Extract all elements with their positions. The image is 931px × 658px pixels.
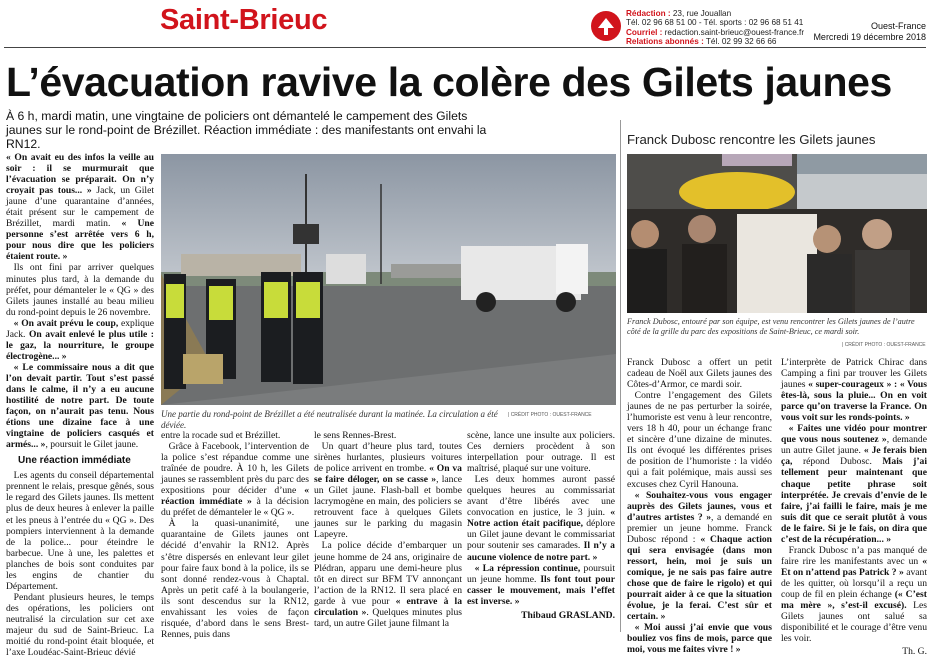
redaction-label: Rédaction : — [626, 9, 671, 18]
phones: Tél. 02 96 68 51 00 - Tél. sports : 02 96 68 51 41 — [626, 18, 804, 28]
quote: Il n’y a aucune violence de notre part. » — [467, 540, 615, 563]
text: , poursuit le Gilet jaune. — [45, 439, 139, 451]
text: , demande un autre Gilet jaune. — [781, 434, 927, 457]
article-column-2 — [161, 430, 309, 640]
paragraph: le sens Rennes-Brest. — [314, 430, 397, 441]
text: déplore un Gilet jaune devant le commissariat pour soutenir ses camarades. — [467, 518, 615, 552]
quote: « Je ferais bien ça, — [781, 445, 927, 468]
quote: « Chaque action qui sera envisagée (dans mon ressort, hein, moi je suis un comique, je ne sais pas faire autre chose que de faire le rigolo) et qui pourrait aider à ce que la situation évolue, je la ferai. C’est sûr et certain. » — [627, 533, 772, 623]
quote: Ils font tout pour casser le mouvement, mais l’effet est inverse. » — [467, 573, 615, 607]
text: Ils ont fini par arriver quelques minutes plus tard, à la demande du préfet, pour démanteler le « QG » des Gilets jaunes installé au beau milieu du rond-point depuis le 26 novembre. — [6, 262, 154, 318]
text: avant de les quitter, où lorsqu’il a reçu un coup de fil en plein échange — [781, 566, 927, 600]
text: Les deux hommes auront passé quelques heures au commissariat avant d’être libérés avec une convocation en justice, le 3 juin. — [467, 474, 615, 519]
quote: « Faites une vidéo pour montrer que vous nous soutenez » — [781, 423, 927, 446]
redaction-address: 23, rue Jouallan — [670, 9, 732, 18]
text: Franck Dubosc n’a pas manqué de faire rire les manifestants avec un — [781, 544, 927, 567]
text: Un quart d’heure plus tard, toutes sirènes hurlantes, plusieurs voitures de police arrivent en trombe. — [314, 441, 462, 475]
paragraph: Les agents du conseil départemental prennent le relais, presque gênés, sous le regard des Gilets jaunes. Ils mettent plus de deux heures à enlever la paille et les pneus à l’entrée du « QG ». Des pompiers interviennent à la demande de la police... pour éteindre le barbecue. Une à une, les palettes et planches de bois sont conduites par les engins de chantier du Département. — [6, 470, 154, 592]
paragraph: À la quasi-unanimité, une quarantaine de Gilets jaunes ont décidé d’envahir la RN12. Après s’être dispersés en enlevant leur gilet pour faire faux bond à la police, ils se sont donné rendez-vous à Chaptal. Après un petit café à la boulangerie, ils sont descendus sur la RN12, envahissant les voies de façon risquée, d’abord dans le sens Brest-Rennes, puis dans — [161, 518, 309, 640]
courriel: redaction.saint-brieuc@ouest-france.fr — [662, 27, 805, 37]
quote: Mais j’ai tellement peur maintenant que chaque petite phrase soit interprétée. Je crevais d’envie de le faire, j’ai failli le faire, mais je me suis dit que ce serait plutôt à vous de le faire. Si je le fais, on dira que c’est de la récupération... » — [781, 456, 927, 545]
text: Les Gilets jaunes ont salué sa disponibilité et le courage d’être venu les voir. — [781, 600, 927, 645]
paragraph: scène, lance une insulte aux policiers. Ces derniers procèdent à son interpellation pour outrage. Il est maîtrisé, plaqué sur une voiture. — [467, 430, 615, 475]
sidebar-column-1 — [627, 357, 772, 655]
paragraph: Franck Dubosc a offert un petit cadeau de Noël aux Gilets jaunes des Côtes-d’Armor, ce mardi soir. — [627, 357, 772, 391]
text: explique Jack. — [6, 317, 155, 340]
quote: « On va se faire déloger, on se casse » — [314, 463, 462, 486]
article-sidebar-divider — [620, 120, 621, 632]
header-rule — [4, 47, 926, 48]
text: . Quelques minutes plus tard, un autre Gilet jaune filmant la — [314, 606, 462, 629]
sidebar-title: Franck Dubosc rencontre les Gilets jaunes — [627, 132, 876, 147]
paper-name: Ouest-France — [870, 21, 926, 31]
byline: Thibaud GRASLAND. — [521, 609, 615, 621]
section-title: Saint-Brieuc — [160, 4, 328, 36]
text: La police décide d’embarquer un jeune homme de 24 ans, originaire de Plédran, apparu une demi-heure plus tôt en direct sur BFM TV annonçant l’action de la RN12. Il sera placé en garde à vue pour — [314, 540, 462, 607]
quote: « La répression continue, — [474, 562, 581, 574]
main-photo-credit: | CRÉDIT PHOTO : OUEST-FRANCE — [508, 412, 592, 418]
subhead: Une réaction immédiate — [18, 455, 131, 467]
text: Grâce à Facebook, l’intervention de la police s’est répandue comme une traînée de poudre. À 10 h, les Gilets jaunes se rassemblent près du parc des expositions pour décider d’une — [161, 441, 309, 497]
quote: On avait enlevé le plus utile : le gaz, la nourriture, le groupe électrogène... » — [6, 328, 154, 362]
contact-block — [626, 9, 804, 47]
sidebar-photo-caption: Franck Dubosc, entouré par son équipe, est venu rencontrer les Gilets jaunes de l’autre côté de la grille du parc des expositions de Saint-Brieuc, ce mardi soir. — [627, 317, 915, 336]
text: répond Dubosc. — [792, 456, 883, 468]
ouest-france-logo — [590, 10, 622, 42]
paragraph: Contre l’engagement des Gilets jaunes de ne pas perturber la soirée, l’humoriste est venu à leur rencontre, vers 18 h 40, pour un échange franc et sincère d’une dizaine de minutes. Ils ont évoqué les différentes prises de position de l’humoriste : la vidéo qui a fait polémique, mais aussi ses excuses chez Cyril Hanouna. — [627, 390, 772, 490]
sidebar-photo-credit: | CRÉDIT PHOTO : OUEST-FRANCE — [842, 342, 926, 348]
abonnes-label: Relations abonnés : — [626, 37, 704, 47]
quote: « entrave à la circulation » — [314, 595, 462, 618]
main-photo-caption: Une partie du rond-point de Brézillet a été neutralisée durant la matinée. La circulation a été déviée. — [161, 409, 498, 430]
article-column-1 — [6, 152, 154, 658]
article-column-4 — [467, 430, 615, 621]
abonnes-phone: Tél. 02 99 32 66 66 — [703, 37, 777, 47]
quote: « Et on n’attend pas Patrick ? » — [781, 555, 927, 578]
quote: « On avait eu des infos la veille au soir : il se murmurait que l’évacuation se préparait. On n’y croyait pas tous... » — [6, 152, 154, 197]
quote: « réaction immédiate » — [161, 485, 309, 508]
quote: « On avait prévu le coup, — [13, 317, 119, 329]
quote: « Notre action était pacifique, — [467, 507, 615, 530]
text: , a demandé en premier un jeune homme. Franck Dubosc répond : — [627, 511, 772, 545]
paragraph: Pendant plusieurs heures, le temps des opérations, les policiers ont neutralisé la circulation sur cet axe majeur du sud de Saint-Brieuc. La moitié du rond-point était bloquée, et l’axe Loudéac-Saint-Brieuc dévié — [6, 591, 154, 658]
quote: « Souhaitez-vous vous engager auprès des Gilets jaunes, vous et d’autres artistes ? » — [627, 489, 772, 523]
quote: « Moi aussi j’ai envie que vous bouliez vos fins de mois, parce que moi, vous me faites vivre ! » — [627, 622, 772, 656]
sidebar-column-2 — [781, 357, 927, 657]
quote: (« C’est ma mère », s’est-il excusé). — [781, 588, 927, 612]
headline: L’évacuation ravive la colère des Gilets jaunes — [6, 59, 892, 105]
quote: « Le commissaire nous a dit que l’on devait partir. Tout s’est passé dans le calme, il n’y a eu aucune hostilité de notre part. De toute façon, on n’aurait pas tenu. Nous étions une dizaine face à une vingtaine de policiers casqués et armés... » — [6, 361, 154, 451]
article-column-3 — [314, 430, 462, 629]
text: , lance un Gilet jaune. Flash-ball et bombe lacrymogène en main, des policiers se retrouvent face à quelques Gilets jaunes sur le parking du magasin Lapeyre. — [314, 474, 462, 541]
text: poursuit un jeune homme. — [467, 562, 615, 585]
main-photo — [161, 154, 616, 405]
courriel-label: Courriel : — [626, 27, 663, 37]
text: à la décision du préfet de démanteler le « QG ». — [161, 496, 309, 519]
lead: À 6 h, mardi matin, une vingtaine de policiers ont démantelé le campement des Gilets jaunes sur le rond-point de Brézillet. Réaction immédiate : des manifestants ont envahi la RN12. — [6, 109, 487, 151]
paragraph: entre la rocade sud et Brézillet. — [161, 430, 281, 441]
quote: « Une personne s’est arrêtée vers 6 h, pour nous dire que les policiers étaient route. » — [6, 218, 155, 263]
issue-date: Mercredi 19 décembre 2018 — [813, 32, 926, 42]
quote: « super-courageux » : « Vous êtes-là, sous la pluie... On en voit parce qu’on traverse la France. On vous voit sur les ronds-points. » — [781, 379, 927, 424]
text: Jack, un Gilet jaune d’une quarantaine d’années, était présent sur le campement de Brézillet, mardi matin. — [6, 185, 154, 230]
sidebar-photo — [627, 154, 927, 313]
sidebar-byline: Th. G. — [902, 646, 927, 658]
text: L’interprète de Patrick Chirac dans Camping a fini par trouver les Gilets jaunes — [781, 357, 927, 391]
